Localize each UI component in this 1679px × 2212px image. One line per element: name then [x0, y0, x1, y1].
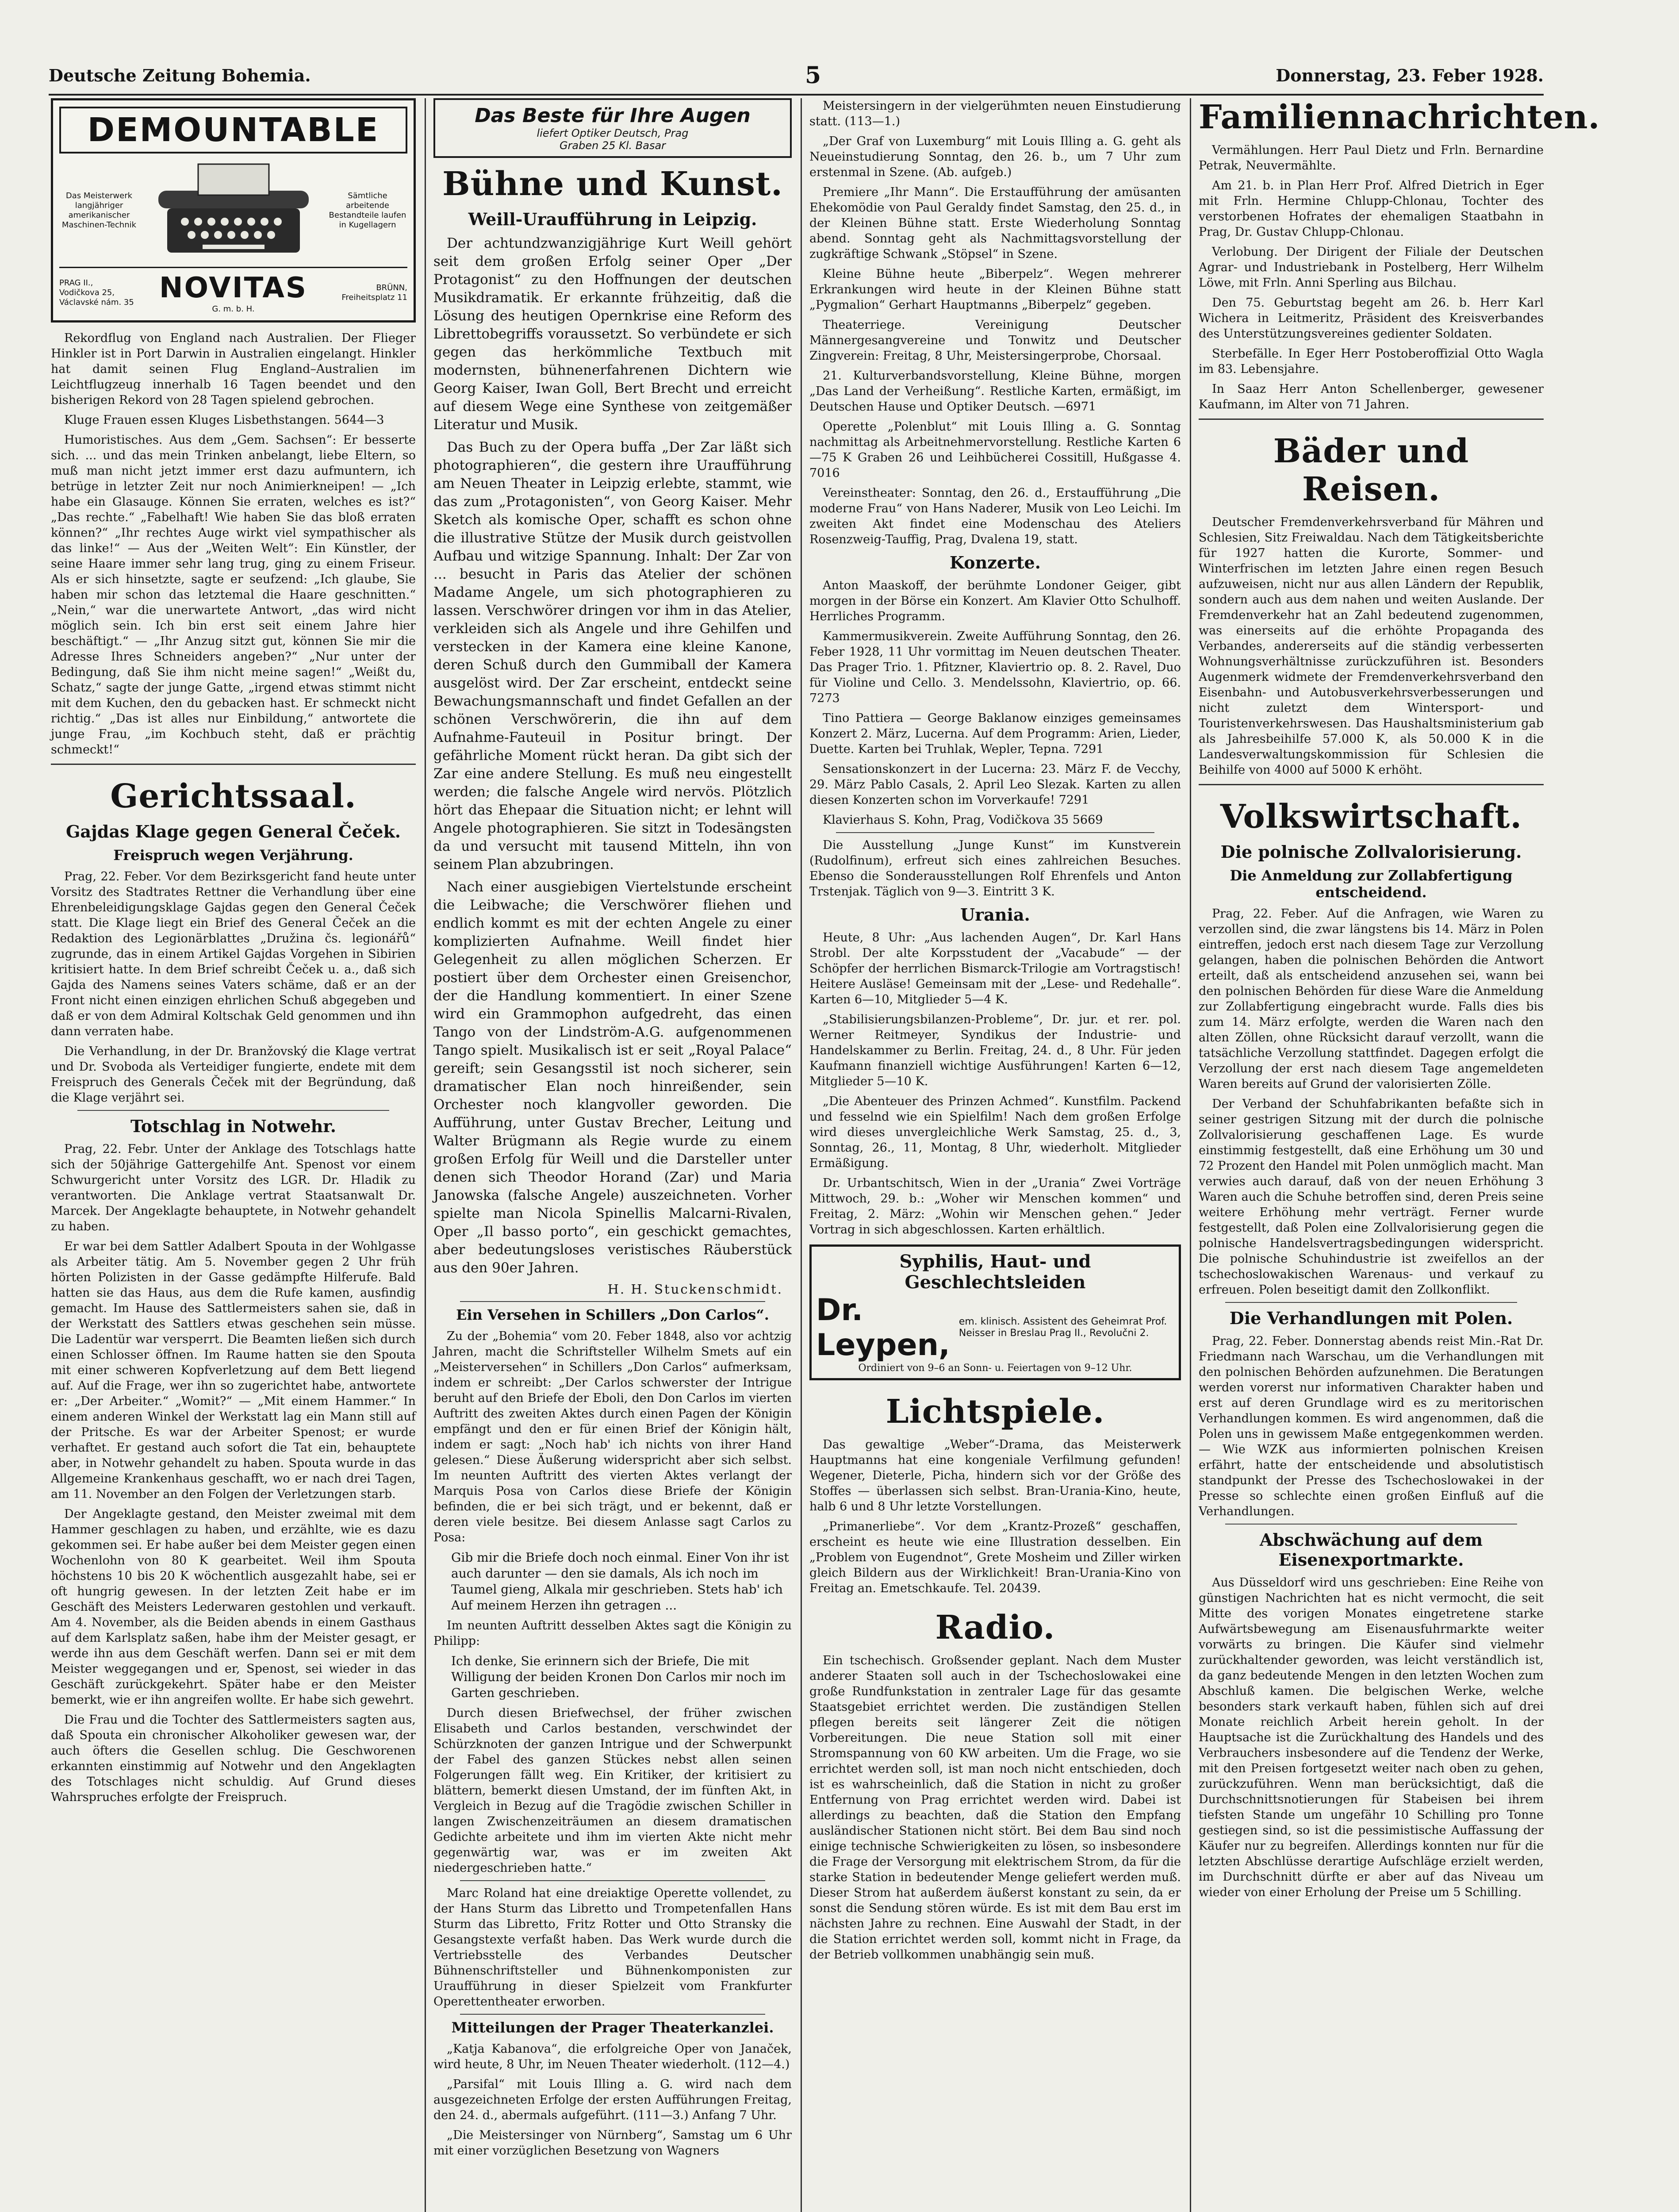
notice-vereinstheater: Vereinstheater: Sonntag, den 26. d., Erstaufführung „Die moderne Frau“ von Hans Naderer, Musik von Leo Leichi. Im zweiten Akt findet eine Modenschau des Ateliers Rosenzweig-Tauffig, Prag, Dvalena 19, statt. [809, 486, 1181, 546]
leypen-ad-info: em. klinisch. Assistent des Geheimrat Prof. Neisser in Breslau Prag II., Revolučni 2. [958, 1316, 1167, 1339]
article-totschlag-4: Die Frau und die Tochter des Sattlermeisters sagten aus, daß Spouta ein chronischer Alkoholiker gewesen war, der auch öfters die Gesellen schlug. Die Geschworenen erkannten einstimmig auf Notwehr und den Angeklagten des Totschlages nicht schuldig. Auf Grund dieses Wahrspruches erfolgte der Freispruch. [51, 1713, 416, 1804]
headline-zollvalorisierung: Die polnische Zollvalorisierung. [1220, 842, 1522, 862]
column-3 [809, 98, 1181, 2212]
article-don-carlos-1: Zu der „Bohemia“ vom 20. Feber 1848, also vor achtzig Jahren, macht die Schriftsteller Wilhelm Smets auf ein „Meisterversehen“ in Schillers „Don Carlos“ aufmerksam, indem er schreibt: „Der Carlos schwerster der Intrigue beruht auf den Briefe der Eboli, den Don Carlos im vierten Auftritt des zweiten Aktes durch einen Pagen der Königin empfängt und den er für einen Brief der Königin hält, indem er sagt: „Noch hab' ich nichts von ihrer Hand gelesen.“ Diese Äußerung widerspricht aber sich selbst. Im neunten Auftritt des vierten Aktes verlangt der Marquis Posa von Carlos diese Briefe der Königin befinden, die er bei sich trägt, und er bekennt, daß er deren viele besitze. Bei diesem Anlasse sagt Carlos zu Posa: [433, 1329, 792, 1544]
article-don-carlos-2: Im neunten Auftritt desselben Aktes sagt die Königin zu Philipp: [433, 1619, 792, 1648]
article-gajdas-1: Prag, 22. Feber. Vor dem Bezirksgericht fand heute unter Vorsitz des Stadtrates Rettner die Verhandlung über eine Ehrenbeleidigungsklage Gajdas gegen den General Čeček statt. Die Klage liegt ein Brief des General Čeček an die Redaktion des Legionärblattes „Družina čs. legionářů“ zugrunde, das in einem Artikel Gajdas Vorgehen in Sibirien kritisiert hatte. In dem Brief schreibt Čeček u. a., daß sich Gajda des Namens seines Vaters schäme, daß er an der Front nicht einen einzigen ehrlichen Schuß abgegeben und daß er von dem Admiral Koltschak Geld genommen und ihn dann verraten habe. [51, 870, 416, 1038]
leypen-ad-title: Syphilis, Haut- und Geschlechtsleiden [899, 1251, 1091, 1293]
divider [1225, 1302, 1517, 1303]
section-title-gerichtssaal: Gerichtssaal. [110, 777, 356, 815]
notice-urania-2: „Stabilisierungsbilanzen-Probleme“, Dr. jur. et rer. pol. Werner Reitmeyer, Syndikus der Industrie- und Handelskammer zu Berlin. Freitag, 24. d., 8 Uhr. Für jeden Kaufmann finanziell wichtige Ausführungen! Karten 6—12, Mitglieder 5—10 K. [809, 1013, 1181, 1088]
subheadline-zollvalorisierung: Die Anmeldung zur Zollabfertigung entscheidend. [1230, 867, 1513, 901]
article-weill-1: Der achtundzwanzigjährige Kurt Weill gehört seit dem großen Erfolg seiner Oper „Der Protagonist“ zu den Hoffnungen der deutschen Musikdramatik. Er erkannte frühzeitig, daß die Lösung des heutigen Opernkrise eine Reform des Librettobegriffs voraussetzt. So verbündete er sich gegen das herkömmliche Textbuch mit modernsten, bühnenerfahrenen Dichtern wie Georg Kaiser, Iwan Goll, Bert Brecht und erreicht auf diesem Wege eine Synthese von zeitgemäßer Literatur und Musik. [433, 235, 792, 433]
page-number: 5 [805, 62, 821, 89]
headline-don-carlos: Ein Versehen in Schillers „Don Carlos“. [456, 1306, 769, 1323]
column-2 [433, 98, 792, 2212]
column-divider-3 [1190, 98, 1191, 2212]
leypen-ad-hours: Ordiniert von 9–6 an Sonn- u. Feiertagen von 9–12 Uhr. [858, 1363, 1132, 1374]
divider [1225, 1524, 1517, 1525]
notice-primanerliebe: „Primanerliebe“. Vor dem „Krantz-Prozeß“ geschaffen, erscheint es heute wie eine Illustration desselben. Ein „Problem von Eugendnot“, Grete Mosheim und Ziller wirken gleich Bildern aus der Wirklichkeit! Bran-Urania-Kino von Freitag an. Emetschkaufe. Tel. 20439. [809, 1520, 1181, 1595]
ad-address-bruenn: BRÜNN, Freiheitsplatz 11 [341, 283, 407, 302]
divider [460, 1301, 765, 1302]
section-title-lichtspiele: Lichtspiele. [886, 1393, 1105, 1431]
article-zoll-2: Der Verband der Schuhfabrikanten befaßte sich in seiner gestrigen Sitzung mit der durch die polnische Zollvalorisierung geschaffenen Lage. Es wurde einstimmig festgestellt, daß eine Erhöhung um 30 und 72 Prozent den Handel mit Polen unmöglich macht. Man verwies auch darauf, daß von der neuen Erhöhung 3 Waren auch die Schuhe betroffen sind, deren Preis seine weitere Erhöhung mehr verträgt. Ferner wurde festgestellt, daß Polen eine Zollvalorisierung gegen die polnische Handelsvertragsbedingungen widerspricht. Die polnische Schuhindustrie ist zweifellos an der tschechoslowakischen Warenaus- und verkauf zu erfreuen. Polen beseitigt damit den Zollkonflikt. [1199, 1097, 1544, 1297]
notice-luxemburg: „Der Graf von Luxemburg“ mit Louis Illing a. G. geht als Neueinstudierung Sonntag, den 26. b., um 7 Uhr zum erstenmal in Szene. (Ab. aufgeb.) [809, 134, 1181, 179]
ad-title: DEMOUNTABLE [59, 107, 407, 154]
headline-weill: Weill-Uraufführung in Leipzig. [468, 209, 757, 229]
section-title-buehne: Bühne und Kunst. [442, 165, 783, 203]
section-rule [1199, 419, 1544, 420]
notice-maaskoff: Anton Maaskoff, der berühmte Londoner Geiger, gibt morgen in der Börse ein Konzert. Am Klavier Otto Schulhoff. Herrliches Programm. [809, 579, 1181, 623]
ad-line-kluge: Kluge Frauen essen Kluges Lisbethstangen. 5644—3 [64, 413, 384, 427]
column-divider-2 [801, 98, 802, 2212]
column-1 [51, 98, 416, 2212]
optiker-ad-address: Graben 25 Kl. Basar [559, 139, 666, 152]
notice-saaz: In Saaz Herr Anton Schellenberger, gewesener Kaufmann, im Alter von 71 Jahren. [1199, 382, 1544, 411]
notice-urania-4: Dr. Urbantschitsch, Wien in der „Urania“ Zwei Vorträge Mittwoch, 29. b.: „Woher wir Menschen kommen“ und Freitag, 2. März: „Wohin wir Menschen gehen.“ Jeder Vortrag in sich abgeschlossen. Karten erhältlich. [809, 1176, 1181, 1237]
verse-2: Ich denke, Sie erinnern sich der Briefe, Die mit Willigung der beiden Kronen Don Carlos mir noch im Garten geschrieben. [451, 1654, 786, 1700]
notice-urania-1: Heute, 8 Uhr: „Aus lachenden Augen“, Dr. Karl Hans Strobl. Der alte Korpsstudent der „Vacabude“ — der Schöpfer der herrlichen Bismarck-Trilogie am Vortragstisch! Heitere Ausläse! Gemeinsam mit der „Lese- und Redehalle“. Karten 6—10, Mitglieder 5—4 K. [809, 931, 1181, 1006]
notice-1: Meistersingern in der vielgerühmten neuen Einstudierung statt. (113—1.) [809, 99, 1181, 128]
ad-left-text: Das Meisterwerk langjähriger amerikanischer Maschinen-Technik [61, 191, 137, 230]
leypen-ad-name: Dr. Leypen, [816, 1293, 950, 1363]
optiker-ad [433, 98, 792, 158]
section-title-baeder: Bäder und Reisen. [1273, 432, 1469, 508]
headline-mitteilungen: Mitteilungen der Prager Theaterkanzlei. [451, 2019, 774, 2036]
article-rekordflug: Rekordflug von England nach Australien. Der Flieger Hinkler ist in Port Darwin in Australien eingelangt. Hinkler hat damit seinen Flug England–Australien im Leichtflugzeug innerhalb 16 Tagen beendet und den bisherigen Rekord von 28 Tagen spielend gebrochen. [51, 331, 416, 407]
notice-meistersinger: „Die Meistersinger von Nürnberg“, Samstag um 6 Uhr mit einer vorzüglichen Besetzung von Wagners [433, 2128, 792, 2158]
notice-plan: Am 21. b. in Plan Herr Prof. Alfred Dietrich in Eger mit Frln. Hermine Chlupp-Chlonau, Tochter des verstorbenen Hofrates der ehemaligen Staatbahn in Prag, Dr. Gustav Chlupp-Chlonau. [1199, 179, 1544, 239]
article-verhandlungen: Prag, 22. Feber. Donnerstag abends reist Min.-Rat Dr. Friedmann nach Warschau, um die Verhandlungen mit den polnischen Behörden aufzunehmen. Die Beratungen werden vorerst nur informativen Charakter haben und erst auf deren Grundlage wird es zu meritorischen Verhandlungen kommen. Es wird angenommen, daß die Polen uns in gewissem Maße entgegenkommen werden. — Wie WZK aus informierten polnischen Kreisen erfährt, hatte der entscheidende und absolutistisch standpunkt der Presse des Tschechoslowakei in der Presse so schlechte einen großen Einfluß auf die Verhandlungen. [1199, 1334, 1544, 1518]
notice-ihr-mann: Premiere „Ihr Mann“. Die Erstaufführung der amüsanten Ehekomödie von Paul Geraldy findet Samstag, den 25. d., in der Kleinen Bühne statt. Erste Wiederholung Sonntag abend. Sonntag geht als Nachmittagsvorstellung der zugkräftige Schwank „Stöpsel“ in Szene. [809, 185, 1181, 261]
notice-ausstellung: Die Ausstellung „Junge Kunst“ im Kunstverein (Rudolfinum), erfreut sich eines zahlreichen Besuches. Ebenso die Sonderausstellungen Rolf Ehrenfels und Anton Trstenjak. Täglich von 9—3. Eintritt 3 K. [809, 838, 1181, 899]
column-divider-1 [425, 98, 426, 2212]
notice-parsifal: „Parsifal“ mit Louis Illing a. G. wird nach dem ausgezeichneten Erfolge der ersten Aufführungen Freitag, den 24. d., abermals aufgeführt. (111—3.) Anfang 7 Uhr. [433, 2078, 792, 2122]
optiker-ad-title: Das Beste für Ihre Augen [475, 104, 751, 127]
notice-verlobung: Verlobung. Der Dirigent der Filiale der Deutschen Agrar- und Industriebank in Postelberg, Herr Wilhelm Löwe, mit Frln. Anni Sperling aus Bilchau. [1199, 245, 1544, 290]
article-totschlag-2: Er war bei dem Sattler Adalbert Spouta in der Wohlgasse als Arbeiter tätig. Am 5. November gegen 2 Uhr früh hörten Polizisten in der Gasse gedämpfte Hilferufe. Bald hatten sie das Haus, aus dem die Rufe kamen, ausfindig gemacht. Im Hause des Sattlermeisters sahen sie, daß in der Werkstatt des Sattlers etwas geschehen sein müsse. Die Ladentür war versperrt. Die Beamten ließen sich durch einen Schlosser öffnen. Im Raume hatten sie den Spouta mit einer schweren Kopfverletzung auf dem Bett liegend auf. Auf die Frage, wer ihn so zugerichtet habe, antwortete er: „Der Arbeiter.“ „Womit?“ — „Mit einem Hammer.“ In einem anderen Winkel der Werkstatt lag ein Mann still auf der Pritsche. Es war der Arbeiter Spenost; er wurde verhaftet. Er gestand auch sofort die Tat ein, behauptete aber, in Notwehr gehandelt zu haben. Spouta wurde in das Allgemeine Krankenhaus geschafft, wo er nach drei Tagen, am 11. November an den Folgen der Verletzungen starb. [51, 1240, 416, 1501]
notice-urania-3: „Die Abenteuer des Prinzen Achmed“. Kunstfilm. Packend und fesselnd wie ein Spielfilm! Nach dem großen Erfolge wird dieses unvergleichliche Werk Samstag, 25. d., 3, Sonntag, 26., 11, Montag, 8 Uhr, wiederholt. Mitglieder Ermäßigung. [809, 1094, 1181, 1170]
verse-1: Gib mir die Briefe doch noch einmal. Einer Von ihr ist auch darunter — den sie damals, Als ich noch im Taumel gieng, Alkala mir geschrieben. Stets hab' ich Auf meinem Herzen ihn getragen ... [451, 1550, 789, 1613]
divider [836, 832, 1154, 833]
leypen-ad [809, 1244, 1181, 1380]
notice-weber: Das gewaltige „Weber“-Drama, das Meisterwerk Hauptmanns hat eine kongeniale Verfilmung gefunden! Wegener, Dieterle, Picha, hindern sich vor der Größe des Stoffes — überlassen sich selbst. Bran-Urania-Kino, heute, halb 6 und 8 Uhr letzte Vorstellungen. [809, 1438, 1181, 1513]
author-signature: H. H. Stuckenschmidt. [607, 1282, 783, 1297]
header-date: Donnerstag, 23. Feber 1928. [1276, 65, 1544, 85]
article-don-carlos-3: Durch diesen Briefwechsel, der früher zwischen Elisabeth und Carlos bestanden, verschwindet der Schürzknoten der ganzen Intrigue und der Schwerpunkt der Fabel des ganzen Stückes nebst allen seinen Folgerungen fällt weg. Ein Kritiker, der kritisiert zu blättern, bemerkt diesen Umstand, der im fünften Akt, in Vergleich in Bezug auf die Tragödie zwischen Schiller in langen Zwischenzeiträumen an diesem dramatischen Gedichte arbeitete und ihm im vierten Akte nicht mehr gegenwärtig war, was er im zweiten Akt niedergeschrieben hatte.“ [433, 1706, 792, 1875]
ad-brand-sub: G. m. b. H. [212, 304, 255, 314]
notice-vermaehlungen: Vermählungen. Herr Paul Dietz und Frln. Bernardine Petrak, Neuvermählte. [1199, 143, 1544, 173]
notice-polenblut: Operette „Polenblut“ mit Louis Illing a. G. Sonntag nachmittag als Arbeitnehmervorstellung. Restliche Karten 6—75 K Graben 26 und Leihbücherei Cossitill, Hußgasse 4. 7016 [809, 420, 1181, 480]
divider [77, 1110, 389, 1111]
ad-right-text: Sämtliche arbeitende Bestandteile laufen in Kugellagern [329, 191, 406, 230]
article-weill-3: Nach einer ausgiebigen Viertelstunde erscheint die Leibwache; die Verschwörer fliehen und endlich kommt es mit der echten Angele zu einer komplizierten Aufnahme. Weill findet hier Gelegenheit zu allen möglichen Scherzen. Er postiert über dem Orchester einen Greisenchor, der die Handlung kommentiert. In einer Szene wird ein Grammophon aufgedreht, das einen Tango von der Lindström-A.G. aufgenommenen Tango spielt. Musikalisch ist er seit „Royal Palace“ gereift; sein Gesangsstil ist noch sicherer, sein dramatischer Elan noch hinreißender, sein Orchester noch klangvoller geworden. Die Aufführung, unter Gustav Brecher, Leitung und Walter Brügmann als Regie wurde zu einem großen Erfolg für Weill und die Darsteller unter denen sich Theodor Horand (Zar) und Maria Janowska (falsche Angele) auszeichneten. Vorher spielte man Nicola Spinellis Malcarni-Rivalen, Oper „Il basso porto“, ein geschickt gemachtes, aber bedeutungsloses veristisches Räuberstück aus den 90er Jahren. [433, 879, 792, 1276]
section-title-urania: Urania. [960, 905, 1030, 925]
section-title-volkswirtschaft: Volkswirtschaft. [1220, 798, 1522, 836]
section-title-familien: Familiennachrichten. [1199, 98, 1600, 136]
header-rule [49, 94, 1544, 96]
article-grosssender: Ein tschechisch. Großsender geplant. Nach dem Muster anderer Staaten soll auch in der Tschechoslowakei eine große Rundfunkstation in zentraler Lage für das gesamte Staatsgebiet errichtet werden. Die zuständigen Stellen pflegen bereits seit längerer Zeit die nötigen Vorbereitungen. Die neue Station soll mit einer Stromspannung von 60 KW arbeiten. Um die Frage, wo sie errichtet werden soll, ist man noch nicht entschieden, doch ist es wahrscheinlich, daß die Station in nicht zu großer Entfernung von Prag errichtet werden wird. Dabei ist allerdings zu beachten, daß die Station den Empfang ausländischer Stationen nicht stört. Bei dem Bau sind noch einige technische Schwierigkeiten zu lösen, so insbesondere die Frage der Versorgung mit elektrischem Strom, da für die starke Station in bedeutender Menge geliefert werden muß. Dieser Strom hat außerdem äußerst konstant zu sein, da er sonst die Sendung stören würde. Es ist mit dem Bau erst im nächsten Jahre zu rechnen. Eine Auswahl der Stadt, in der die Station errichtet werden soll, kommt nicht in Frage, da der Betrieb vollkommen unabhängig sein muß. [809, 1654, 1181, 1962]
article-eisenexport: Aus Düsseldorf wird uns geschrieben: Eine Reihe von günstigen Nachrichten hat es nicht vermocht, die seit Mitte des vorigen Monates eingetretene starke Aufwärtsbewegung am Eisenausfuhrmarkte weiter vorwärts zu bringen. Die Käufer sind vielmehr zurückhaltender geworden, was leicht verständlich ist, da ganz bedeutende Mengen in den letzten Wochen zum Abschluß kamen. Die belgischen Werke, welche besonders stark verkauft haben, fühlen sich auf drei Monate reichlich Arbeit herein geholt. In der Hauptsache ist die Zurückhaltung des Handels und des Verbrauchers insbesondere auf die Tendenz der Werke, mit den Preisen fortgesetzt weiter nach oben zu gehen, zurückzuführen. Wenn man berücksichtigt, daß die Durchschnittsnotierungen für Stabeisen bei ihrem tiefsten Stande um ungefähr 10 Schilling pro Tonne gestiegen sind, so ist die pessimistische Auffassung der Käufer nur zu begreifen. Allerdings konnten nur für die letzten Abschlüsse derartige Aufschläge erzielt werden, im Durchschnitt dürfte er aber auf das Niveau um wieder von einer Erholung der Preise um 5 Schilling. [1199, 1576, 1544, 1899]
divider [460, 2014, 765, 2015]
headline-eisenexport: Abschwächung auf dem Eisenexportmarkte. [1259, 1530, 1483, 1570]
notice-sensationskonzert: Sensationskonzert in der Lucerna: 23. März F. de Vecchy, 29. März Pablo Casals, 2. April Leo Slezak. Karten zu allen diesen Konzerten schon im Vorverkaufe! 7291 [809, 762, 1181, 807]
article-zoll-1: Prag, 22. Feber. Auf die Anfragen, wie Waren zu verzollen sind, die zwar längstens bis 14. März in Polen eintreffen, jedoch erst nach diesem Tage zur Verzollung gelangen, haben die polnischen Behörden die Antwort erteilt, daß als entscheidend anzusehen sei, wann bei den polnischen Behörden für diese Ware die Anmeldung zur Zollabfertigung eingebracht wurde. Falls dies bis zum 14. März erfolgte, werden die Waren nach den alten Zöllen, ohne Rücksicht darauf verzollt, wann die tatsächliche Verzollung stattfindet. Dagegen erfolgt die Verzollung der erst nach diesem Tage angemeldeten Waren bereits auf Grund der valorisierten Zölle. [1199, 907, 1544, 1091]
article-fremdenverkehr: Deutscher Fremdenverkehrsverband für Mähren und Schlesien, Sitz Freiwaldau. Nach dem Tätigkeitsberichte für 1927 hatten die Kurorte, Sommer- und Winterfrischen im letzten Jahre einen regen Besuch aufzuweisen, nicht nur aus allen Ländern der Republik, sondern auch aus dem nahen und weiten Auslande. Der Fremdenverkehr hat an Zahl bedeutend zugenommen, was einerseits auf die erhöhte Propaganda des Verbandes, andererseits auf die ständig verbesserten Wohnungsverhältnisse zurückzuführen ist. Besonders Augenmerk widmete der Fremdenverkehrsverband den Eisenbahn- und Autobusverkehrsverbesserungen und nicht zuletzt dem Wintersport- und Touristenverkehrswesen. Das Haushaltsministerium gab als Jahresbeihilfe 57.000 K, als 50.000 K in die Landesverwaltungskommission für Schlesien die Beihilfe von 4000 auf 5000 K erhöht. [1199, 515, 1544, 777]
headline-gajdas: Gajdas Klage gegen General Čeček. [65, 822, 401, 841]
section-rule [51, 764, 416, 765]
ad-address-prag: PRAG II., Vodičkova 25, Václavské nám. 35 [59, 278, 134, 307]
section-title-konzerte: Konzerte. [950, 553, 1041, 572]
article-weill-2: Das Buch zu der Opera buffa „Der Zar läßt sich photographieren“, die gestern ihre Uraufführung am Neuen Theater in Leipzig erlebte, stammt, wie das zum „Protagonisten“, von Georg Kaiser. Mehr Sketch als komische Oper, schafft es schon ohne die illustrative Stütze der Musik durch geistvollen Aufbau und witzige Spannung. Inhalt: Der Zar von ... besucht in Paris das Atelier der schönen Madame Angele, um sich photographieren zu lassen. Verschwörer dringen vor ihm in das Atelier, verkleiden sich als Angele und ihre Gehilfen und verstecken in der Kamera eine kleine Kanone, deren Schuß durch den Gummiball der Kamera ausgelöst wird. Der Zar erscheint, entdeckt seine Bewachungsmannschaft und findet Gefallen an der schönen Verschwörerin, die ihn auf dem Aufnahme-Fauteuil in Positur bringt. Der gefährliche Moment rückt heran. Da gibt sich der Zar eine andere Stellung. Es muß neu eingestellt werden; die falsche Angele wird nervös. Plötzlich hört das Ehepaar die Situation nicht; er lehnt will Angele photographieren. Sie sitzt in Todesängsten da und versucht mit tausend Mitteln, ihn von seinem Plan abzubringen. [433, 439, 792, 872]
subheadline-gajdas: Freispruch wegen Verjährung. [113, 847, 353, 864]
notice-biberpelz: Kleine Bühne heute „Biberpelz“. Wegen mehrerer Erkrankungen wird heute in der Kleinen Bühne statt „Pygmalion“ Gerhart Hauptmanns „Biberpelz“ gegeben. [809, 267, 1181, 312]
divider [460, 1880, 765, 1881]
article-totschlag-3: Der Angeklagte gestand, den Meister zweimal mit dem Hammer geschlagen zu haben, und erzählte, wie es dazu gekommen sei. Er habe außer bei dem Meister gegen einen Wochenlohn von 80 K gearbeitet. Weil ihm Spouta höchstens 10 bis 20 K wöchentlich ausgezahlt habe, sei er oft hungrig gewesen. In der letzten Zeit habe er im Geschäft des Meisters Lederwaren gestohlen und verkauft. Am 4. November, als die Beiden abends in einem Gasthaus auf dem Karlsplatz saßen, habe ihm der Meister gesagt, er werde ihn aus dem Geschäft werfen. Dann sei er mit dem Meister weggegangen und er, Spenost, sei wieder in das Geschäft zurückgekehrt. Später habe er den Meister bemerkt, wie er ihn angreifen wollte. Er habe sich gewehrt. [51, 1507, 416, 1707]
notice-theaterriege: Theaterriege. Vereinigung Deutscher Männergesangvereine und Tonwitz und Deutscher Zingverein: Freitag, 8 Uhr, Meistersingerprobe, Chorsaal. [809, 318, 1181, 363]
section-title-radio: Radio. [935, 1609, 1055, 1647]
notice-kulturverband: 21. Kulturverbandsvorstellung, Kleine Bühne, morgen „Das Land der Verheißung“. Restliche Karten, ermäßigt, im Deutschen Hause und Optiker Deutsch. —6971 [809, 369, 1181, 414]
notice-katja: „Katja Kabanova“, die erfolgreiche Oper von Janaček, wird heute, 8 Uhr, im Neuen Theater wiederholt. (112—4.) [433, 2042, 792, 2071]
demountable-ad [51, 98, 416, 323]
headline-totschlag: Totschlag in Notwehr. [130, 1116, 337, 1136]
column-4 [1199, 98, 1600, 2212]
article-humor: Humoristisches. Aus dem „Gem. Sachsen“: Er besserte sich. ... und das mein Trinken anbelangt, liebe Eltern, so muß man nicht jetzt immer erst dazu aufmuntern, ich betrüge in letzter Zeit nur noch Animierkneipen! — „Ich habe ein Glasauge. Können Sie erraten, welches es ist?“ „Das rechte.“ „Fabelhaft! Wie haben Sie das bloß erraten können?“ „Ihr rechtes Auge wirkt viel sympathischer als das linke!“ — Aus der „Weiten Welt“: Ein Künstler, der seine Haare immer sehr lang trug, ging zu einem Friseur. Als er sich hinsetzte, sagte er seufzend: „Ich glaube, Sie haben mir schon das letztemal die Haare geschnitten.“ „Nein,“ war die unerwartete Antwort, „das wird nicht möglich sein. Ich bin erst seit einem Jahre hier beschäftigt.“ — „Ihr Anzug sitzt gut, können Sie mir die Adresse Ihres Schneiders angeben?“ „Nur unter der Bedingung, daß Sie ihm nicht meine sagen!“ „Weißt du, Schatz,“ sagte der junge Gatte, „irgend etwas stimmt nicht mit dem Kuchen, den du gebacken hast. Er schmeckt nicht richtig.“ „Das ist alles nur Einbildung,“ antwortete die junge Frau, „im Kochbuch steht, daß er prächtig schmeckt!“ [51, 433, 416, 757]
notice-kammermusik: Kammermusikverein. Zweite Aufführung Sonntag, den 26. Feber 1928, 11 Uhr vormittag im Neuen deutschen Theater. Das Prager Trio. 1. Pfitzner, Klaviertrio op. 8. 2. Ravel, Duo für Violine und Cello. 3. Mendelssohn, Klaviertrio, op. 66. 7273 [809, 630, 1181, 705]
section-rule [1199, 784, 1544, 785]
notice-sterbefaelle: Sterbefälle. In Eger Herr Postoberoffizial Otto Wagla im 83. Lebensjahre. [1199, 347, 1544, 376]
typewriter-illustration [150, 160, 318, 261]
notice-klavierhaus: Klavierhaus S. Kohn, Prag, Vodičkova 35 5669 [823, 813, 1103, 827]
article-gajdas-2: Die Verhandlung, in der Dr. Branžovský die Klage vertrat und Dr. Svoboda als Verteidiger fungierte, endete mit dem Freispruch des Generals Čeček mit der Begründung, daß die Klage verjährt sei. [51, 1045, 416, 1105]
header-left: Deutsche Zeitung Bohemia. [49, 65, 311, 85]
notice-pattiera: Tino Pattiera — George Baklanow einziges gemeinsames Konzert 2. März, Lucerna. Auf dem Programm: Arien, Lieder, Duette. Karten bei Truhlak, Wepler, Tepna. 7291 [809, 711, 1181, 756]
article-totschlag-1: Prag, 22. Febr. Unter der Anklage des Totschlags hatte sich der 50jährige Gattergehilfe Ant. Spenost vor einem Schwurgericht unter Vorsitz des LGR. Dr. Hladik zu verantworten. Die Anklage vertrat Staatsanwalt Dr. Marcek. Der Angeklagte behauptete, in Notwehr gehandelt zu haben. [51, 1142, 416, 1233]
notice-geburtstag: Den 75. Geburtstag begeht am 26. b. Herr Karl Wichera in Leitmeritz, Präsident des Kreisverbandes des Unterstützungsvereines gedienter Soldaten. [1199, 296, 1544, 341]
running-header [49, 62, 1544, 92]
optiker-ad-line: liefert Optiker Deutsch, Prag [537, 127, 689, 139]
headline-verhandlungen: Die Verhandlungen mit Polen. [1229, 1308, 1513, 1328]
ad-brand: NOVITAS [159, 272, 307, 304]
article-operette: Marc Roland hat eine dreiaktige Operette vollendet, zu der Hans Sturm das Libretto und Trompetenfallen Hans Sturm das Libretto, Fritz Rotter und Otto Stransky die Gesangstexte verfaßt haben. Das Werk wurde durch die Vertriebsstelle des Verbandes Deutscher Bühnenschriftsteller und Bühnenkomponisten zur Uraufführung in dieser Spielzeit vom Frankfurter Operettentheater erworben. [433, 1886, 792, 2008]
